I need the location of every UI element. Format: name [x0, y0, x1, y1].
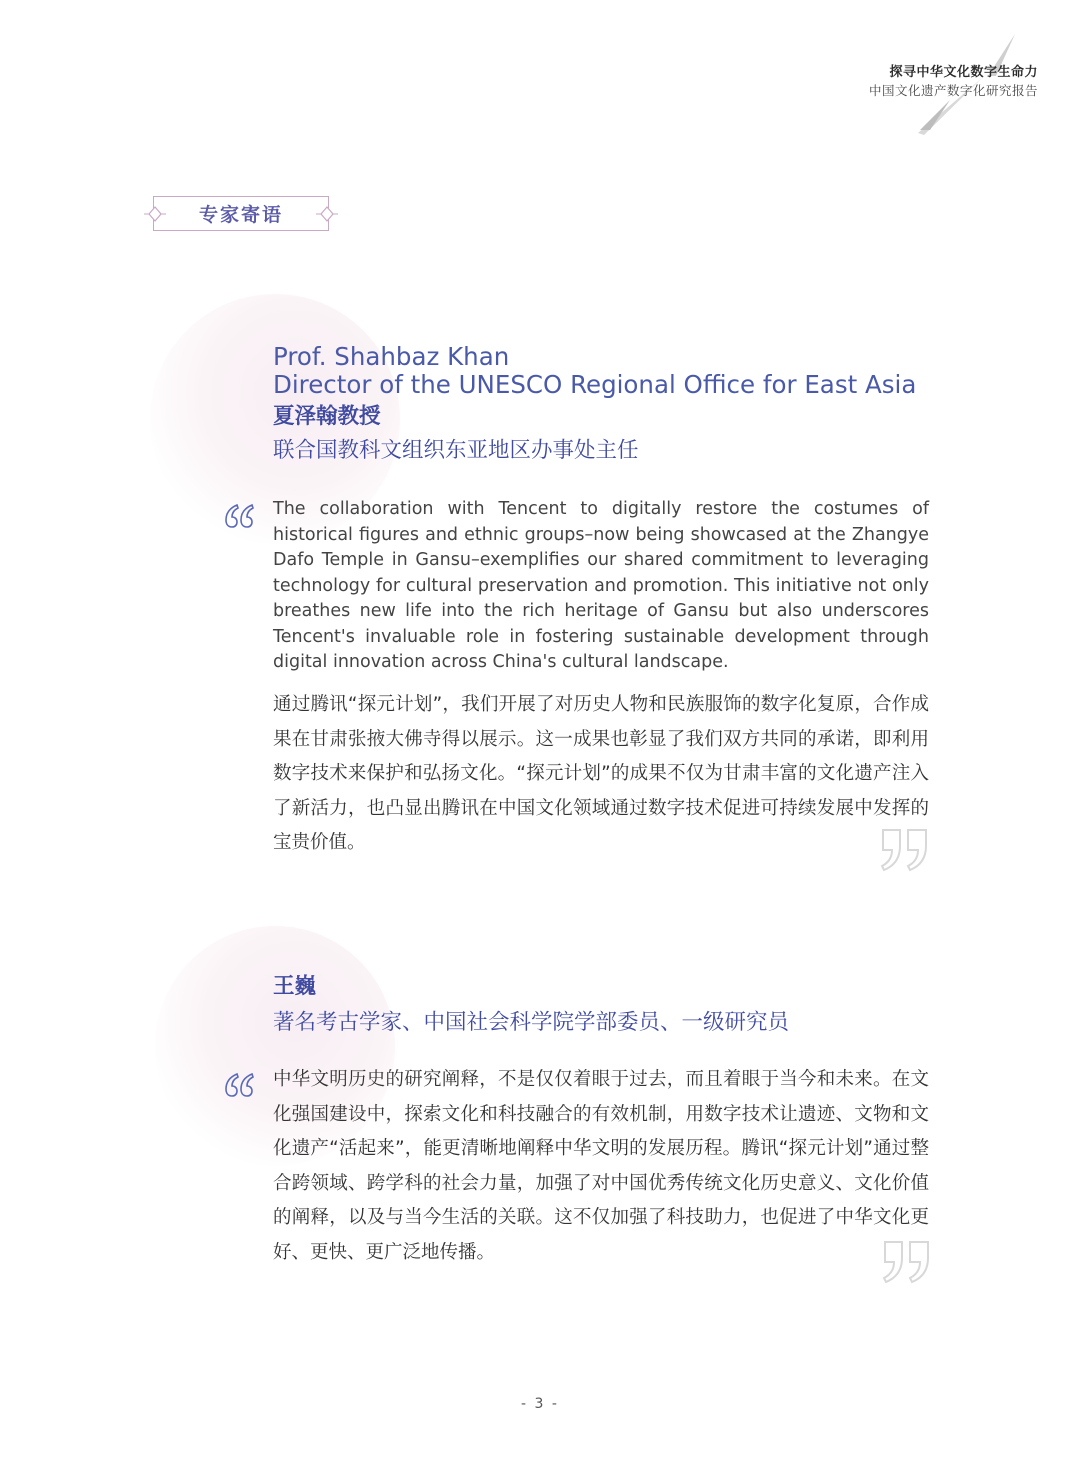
diamond-ornament-icon — [316, 205, 338, 223]
report-header — [869, 64, 1038, 99]
close-quote-icon — [882, 1240, 932, 1284]
expert-profile — [273, 972, 929, 1040]
open-quote-icon — [224, 1072, 254, 1098]
quote-chinese: 中华文明历史的研究阐释，不是仅仅着眼于过去，而且着眼于当今和未来。在文化强国建设中，探索文化和科技融合的有效机制，用数字技术让遗迹、文物和文化遗产“活起来”，能更清晰地阐释中华文明的发展历程。腾讯“探元计划”通过整合跨领域、跨学科的社会力量，加强了对中国优秀传统文化历史意义、文化价值的阐释，以及与当今生活的关联。这不仅加强了科技助力，也促进了中华文化更好、更快、更广泛地传播。 — [273, 1069, 929, 1263]
header-title: 探寻中华文化数字生命力 — [889, 65, 1038, 80]
expert-cn-title: 著名考古学家、中国社会科学院学部委员、一级研究员 — [273, 1010, 790, 1035]
header-subtitle: 中国文化遗产数字化研究报告 — [868, 83, 1038, 98]
expert-en-name: Prof. Shahbaz Khan — [273, 342, 510, 371]
diamond-ornament-icon — [144, 205, 166, 223]
section-label: 专家寄语 — [198, 204, 283, 226]
expert-cn-title: 联合国教科文组织东亚地区办事处主任 — [273, 438, 639, 463]
expert-en-title: Director of the UNESCO Regional Office for East Asia — [273, 370, 917, 399]
page-number: - 3 - — [521, 1396, 559, 1412]
expert-profile — [273, 343, 929, 468]
close-quote-icon — [880, 828, 930, 872]
quote-chinese: 通过腾讯“探元计划”，我们开展了对历史人物和民族服饰的数字化复原，合作成果在甘肃张掖大佛寺得以展示。这一成果也彰显了我们双方共同的承诺，即利用数字技术来保护和弘扬文化。“探元计划”的成果不仅为甘肃丰富的文化遗产注入了新活力，也凸显出腾讯在中国文化领域通过数字技术促进可持续发展中发挥的宝贵价值。 — [273, 694, 929, 853]
quote-english: The collaboration with Tencent to digitally restore the costumes of historical figures and ethnic groups–now being showcased at the Zhangye Dafo Temple in Gansu–exemplifies our shared commitment to leveraging technology for cultural preservation and promotion. This initiative not only breathes new life into the rich heritage of Gansu but also underscores Tencent's invaluable role in fostering sustainable development through digital innovation across China's cultural landscape. — [273, 499, 929, 672]
section-tag — [153, 196, 329, 231]
expert-cn-name: 夏泽翰教授 — [273, 404, 381, 429]
expert-cn-name: 王巍 — [273, 974, 317, 999]
open-quote-icon — [224, 503, 254, 529]
